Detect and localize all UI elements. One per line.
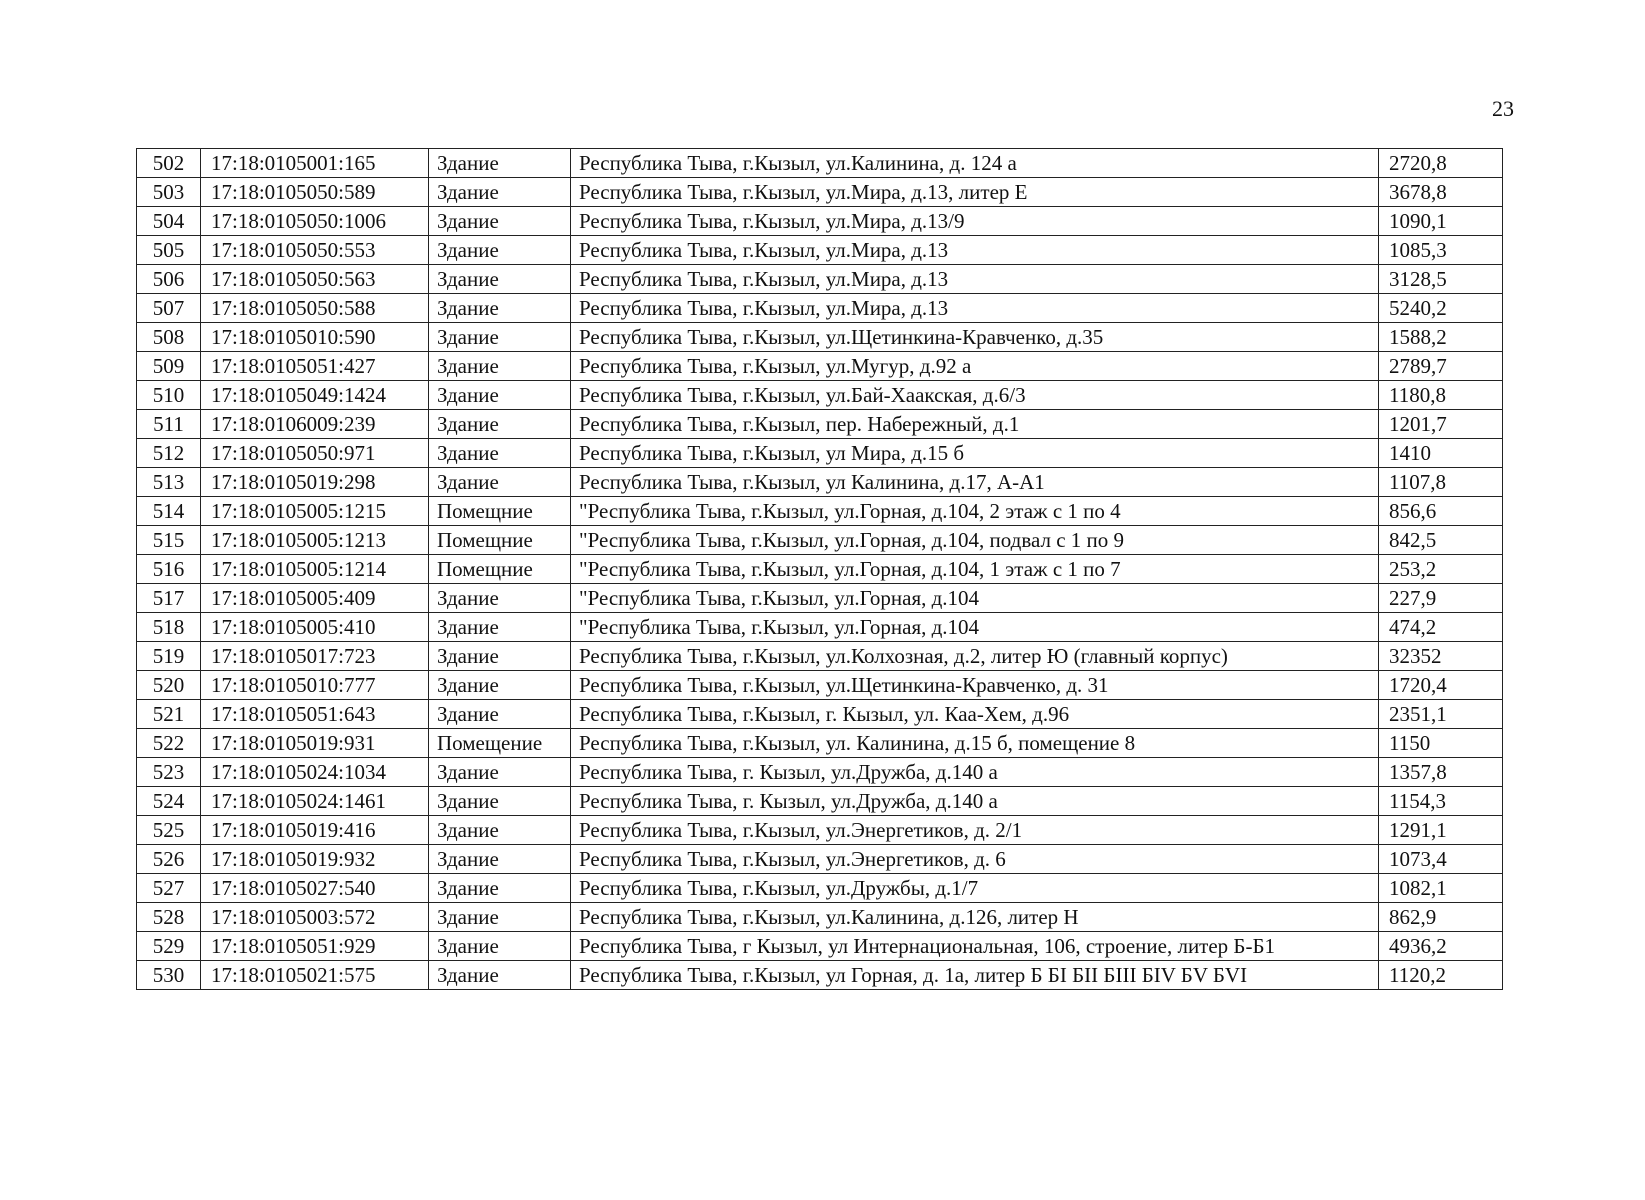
area-cell: 2351,1 — [1379, 700, 1503, 729]
table-row — [137, 700, 1503, 729]
cadastral-number-cell: 17:18:0105024:1034 — [201, 758, 429, 787]
object-type-cell: Здание — [429, 758, 571, 787]
row-number-cell: 515 — [137, 526, 201, 555]
table-row — [137, 845, 1503, 874]
address-cell: "Республика Тыва, г.Кызыл, ул.Горная, д.104 — [571, 613, 1379, 642]
table-row — [137, 874, 1503, 903]
table-row — [137, 410, 1503, 439]
address-cell: Республика Тыва, г.Кызыл, пер. Набережный, д.1 — [571, 410, 1379, 439]
row-number-cell: 530 — [137, 961, 201, 990]
cadastral-number-cell: 17:18:0105003:572 — [201, 903, 429, 932]
area-cell: 1073,4 — [1379, 845, 1503, 874]
area-cell: 474,2 — [1379, 613, 1503, 642]
area-cell: 1410 — [1379, 439, 1503, 468]
area-cell: 32352 — [1379, 642, 1503, 671]
address-cell: Республика Тыва, г.Кызыл, ул.Энергетиков, д. 6 — [571, 845, 1379, 874]
cadastral-number-cell: 17:18:0105005:410 — [201, 613, 429, 642]
address-cell: Республика Тыва, г.Кызыл, ул. Калинина, д.15 б, помещение 8 — [571, 729, 1379, 758]
object-type-cell: Здание — [429, 961, 571, 990]
row-number-cell: 523 — [137, 758, 201, 787]
address-cell: "Республика Тыва, г.Кызыл, ул.Горная, д.104 — [571, 584, 1379, 613]
object-type-cell: Здание — [429, 178, 571, 207]
table-row — [137, 149, 1503, 178]
area-cell: 227,9 — [1379, 584, 1503, 613]
table-row — [137, 381, 1503, 410]
object-type-cell: Здание — [429, 236, 571, 265]
object-type-cell: Здание — [429, 642, 571, 671]
object-type-cell: Здание — [429, 700, 571, 729]
table-row — [137, 236, 1503, 265]
object-type-cell: Здание — [429, 381, 571, 410]
address-cell: Республика Тыва, г. Кызыл, ул.Дружба, д.140 а — [571, 758, 1379, 787]
area-cell: 842,5 — [1379, 526, 1503, 555]
table-row — [137, 584, 1503, 613]
row-number-cell: 518 — [137, 613, 201, 642]
row-number-cell: 503 — [137, 178, 201, 207]
address-cell: Республика Тыва, г.Кызыл, ул.Дружбы, д.1/7 — [571, 874, 1379, 903]
object-type-cell: Здание — [429, 903, 571, 932]
table-row — [137, 758, 1503, 787]
object-type-cell: Здание — [429, 874, 571, 903]
cadastral-number-cell: 17:18:0105019:416 — [201, 816, 429, 845]
table-row — [137, 468, 1503, 497]
cadastral-number-cell: 17:18:0105050:1006 — [201, 207, 429, 236]
row-number-cell: 514 — [137, 497, 201, 526]
cadastral-number-cell: 17:18:0105050:971 — [201, 439, 429, 468]
cadastral-number-cell: 17:18:0105051:643 — [201, 700, 429, 729]
cadastral-number-cell: 17:18:0105005:1215 — [201, 497, 429, 526]
area-cell: 1082,1 — [1379, 874, 1503, 903]
cadastral-number-cell: 17:18:0105010:590 — [201, 323, 429, 352]
area-cell: 856,6 — [1379, 497, 1503, 526]
cadastral-number-cell: 17:18:0105017:723 — [201, 642, 429, 671]
address-cell: Республика Тыва, г. Кызыл, ул.Дружба, д.140 а — [571, 787, 1379, 816]
address-cell: Республика Тыва, г.Кызыл, ул.Мира, д.13, литер Е — [571, 178, 1379, 207]
address-cell: Республика Тыва, г.Кызыл, ул.Колхозная, д.2, литер Ю (главный корпус) — [571, 642, 1379, 671]
row-number-cell: 511 — [137, 410, 201, 439]
row-number-cell: 516 — [137, 555, 201, 584]
address-cell: Республика Тыва, г.Кызыл, ул.Мира, д.13/9 — [571, 207, 1379, 236]
row-number-cell: 528 — [137, 903, 201, 932]
address-cell: Республика Тыва, г Кызыл, ул Интернациональная, 106, строение, литер Б-Б1 — [571, 932, 1379, 961]
area-cell: 862,9 — [1379, 903, 1503, 932]
table-row — [137, 613, 1503, 642]
area-cell: 1107,8 — [1379, 468, 1503, 497]
cadastral-number-cell: 17:18:0105050:589 — [201, 178, 429, 207]
row-number-cell: 507 — [137, 294, 201, 323]
cadastral-number-cell: 17:18:0105050:588 — [201, 294, 429, 323]
table-row — [137, 207, 1503, 236]
property-registry-table — [136, 148, 1503, 990]
table-row — [137, 555, 1503, 584]
object-type-cell: Помещение — [429, 729, 571, 758]
address-cell: Республика Тыва, г.Кызыл, ул.Мира, д.13 — [571, 236, 1379, 265]
address-cell: Республика Тыва, г.Кызыл, ул.Калинина, д.126, литер Н — [571, 903, 1379, 932]
cadastral-number-cell: 17:18:0105019:298 — [201, 468, 429, 497]
table-row — [137, 352, 1503, 381]
table-row — [137, 932, 1503, 961]
table-row — [137, 265, 1503, 294]
cadastral-number-cell: 17:18:0105005:1213 — [201, 526, 429, 555]
table-row — [137, 729, 1503, 758]
area-cell: 1720,4 — [1379, 671, 1503, 700]
row-number-cell: 521 — [137, 700, 201, 729]
row-number-cell: 524 — [137, 787, 201, 816]
row-number-cell: 519 — [137, 642, 201, 671]
area-cell: 2789,7 — [1379, 352, 1503, 381]
area-cell: 5240,2 — [1379, 294, 1503, 323]
area-cell: 2720,8 — [1379, 149, 1503, 178]
table-row — [137, 787, 1503, 816]
table-row — [137, 294, 1503, 323]
area-cell: 1150 — [1379, 729, 1503, 758]
area-cell: 1291,1 — [1379, 816, 1503, 845]
row-number-cell: 513 — [137, 468, 201, 497]
cadastral-number-cell: 17:18:0105049:1424 — [201, 381, 429, 410]
address-cell: Республика Тыва, г.Кызыл, ул.Мугур, д.92 а — [571, 352, 1379, 381]
cadastral-number-cell: 17:18:0105001:165 — [201, 149, 429, 178]
cadastral-number-cell: 17:18:0105051:427 — [201, 352, 429, 381]
object-type-cell: Здание — [429, 410, 571, 439]
address-cell: "Республика Тыва, г.Кызыл, ул.Горная, д.104, 2 этаж с 1 по 4 — [571, 497, 1379, 526]
cadastral-number-cell: 17:18:0105021:575 — [201, 961, 429, 990]
address-cell: Республика Тыва, г.Кызыл, ул Калинина, д.17, А-А1 — [571, 468, 1379, 497]
address-cell: Республика Тыва, г.Кызыл, ул Мира, д.15 б — [571, 439, 1379, 468]
object-type-cell: Здание — [429, 932, 571, 961]
cadastral-number-cell: 17:18:0105050:553 — [201, 236, 429, 265]
table-row — [137, 816, 1503, 845]
address-cell: Республика Тыва, г.Кызыл, ул.Щетинкина-Кравченко, д.35 — [571, 323, 1379, 352]
cadastral-number-cell: 17:18:0105051:929 — [201, 932, 429, 961]
object-type-cell: Здание — [429, 207, 571, 236]
row-number-cell: 506 — [137, 265, 201, 294]
cadastral-number-cell: 17:18:0105019:931 — [201, 729, 429, 758]
cadastral-number-cell: 17:18:0105027:540 — [201, 874, 429, 903]
table-row — [137, 323, 1503, 352]
row-number-cell: 509 — [137, 352, 201, 381]
object-type-cell: Здание — [429, 613, 571, 642]
address-cell: Республика Тыва, г.Кызыл, ул.Энергетиков, д. 2/1 — [571, 816, 1379, 845]
object-type-cell: Здание — [429, 671, 571, 700]
table-row — [137, 439, 1503, 468]
object-type-cell: Помещние — [429, 497, 571, 526]
address-cell: Республика Тыва, г.Кызыл, ул.Бай-Хаакская, д.6/3 — [571, 381, 1379, 410]
object-type-cell: Здание — [429, 468, 571, 497]
object-type-cell: Здание — [429, 845, 571, 874]
object-type-cell: Здание — [429, 816, 571, 845]
area-cell: 1201,7 — [1379, 410, 1503, 439]
row-number-cell: 510 — [137, 381, 201, 410]
address-cell: Республика Тыва, г.Кызыл, г. Кызыл, ул. Каа-Хем, д.96 — [571, 700, 1379, 729]
cadastral-number-cell: 17:18:0105010:777 — [201, 671, 429, 700]
object-type-cell: Здание — [429, 439, 571, 468]
object-type-cell: Здание — [429, 352, 571, 381]
table-row — [137, 903, 1503, 932]
row-number-cell: 522 — [137, 729, 201, 758]
table-row — [137, 526, 1503, 555]
area-cell: 4936,2 — [1379, 932, 1503, 961]
row-number-cell: 520 — [137, 671, 201, 700]
area-cell: 1180,8 — [1379, 381, 1503, 410]
area-cell: 1085,3 — [1379, 236, 1503, 265]
object-type-cell: Здание — [429, 584, 571, 613]
row-number-cell: 502 — [137, 149, 201, 178]
object-type-cell: Здание — [429, 265, 571, 294]
object-type-cell: Здание — [429, 149, 571, 178]
cadastral-number-cell: 17:18:0105005:409 — [201, 584, 429, 613]
cadastral-number-cell: 17:18:0106009:239 — [201, 410, 429, 439]
row-number-cell: 517 — [137, 584, 201, 613]
cadastral-number-cell: 17:18:0105024:1461 — [201, 787, 429, 816]
row-number-cell: 529 — [137, 932, 201, 961]
object-type-cell: Здание — [429, 294, 571, 323]
row-number-cell: 505 — [137, 236, 201, 265]
cadastral-number-cell: 17:18:0105019:932 — [201, 845, 429, 874]
row-number-cell: 525 — [137, 816, 201, 845]
object-type-cell: Помещние — [429, 526, 571, 555]
address-cell: Республика Тыва, г.Кызыл, ул.Мира, д.13 — [571, 294, 1379, 323]
area-cell: 3128,5 — [1379, 265, 1503, 294]
row-number-cell: 508 — [137, 323, 201, 352]
table-body — [137, 149, 1503, 990]
page-number: 23 — [1492, 96, 1514, 121]
area-cell: 3678,8 — [1379, 178, 1503, 207]
table-row — [137, 178, 1503, 207]
address-cell: "Республика Тыва, г.Кызыл, ул.Горная, д.104, подвал с 1 по 9 — [571, 526, 1379, 555]
address-cell: "Республика Тыва, г.Кызыл, ул.Горная, д.104, 1 этаж с 1 по 7 — [571, 555, 1379, 584]
table-row — [137, 671, 1503, 700]
row-number-cell: 527 — [137, 874, 201, 903]
table-row — [137, 497, 1503, 526]
object-type-cell: Здание — [429, 787, 571, 816]
area-cell: 1120,2 — [1379, 961, 1503, 990]
address-cell: Республика Тыва, г.Кызыл, ул.Мира, д.13 — [571, 265, 1379, 294]
cadastral-number-cell: 17:18:0105005:1214 — [201, 555, 429, 584]
area-cell: 1357,8 — [1379, 758, 1503, 787]
cadastral-number-cell: 17:18:0105050:563 — [201, 265, 429, 294]
address-cell: Республика Тыва, г.Кызыл, ул.Калинина, д. 124 а — [571, 149, 1379, 178]
object-type-cell: Здание — [429, 323, 571, 352]
row-number-cell: 504 — [137, 207, 201, 236]
address-cell: Республика Тыва, г.Кызыл, ул.Щетинкина-Кравченко, д. 31 — [571, 671, 1379, 700]
row-number-cell: 526 — [137, 845, 201, 874]
address-cell: Республика Тыва, г.Кызыл, ул Горная, д. 1а, литер Б БI БII БIII БIV БV БVI — [571, 961, 1379, 990]
row-number-cell: 512 — [137, 439, 201, 468]
table-row — [137, 961, 1503, 990]
table-row — [137, 642, 1503, 671]
area-cell: 253,2 — [1379, 555, 1503, 584]
area-cell: 1154,3 — [1379, 787, 1503, 816]
area-cell: 1588,2 — [1379, 323, 1503, 352]
area-cell: 1090,1 — [1379, 207, 1503, 236]
object-type-cell: Помещние — [429, 555, 571, 584]
